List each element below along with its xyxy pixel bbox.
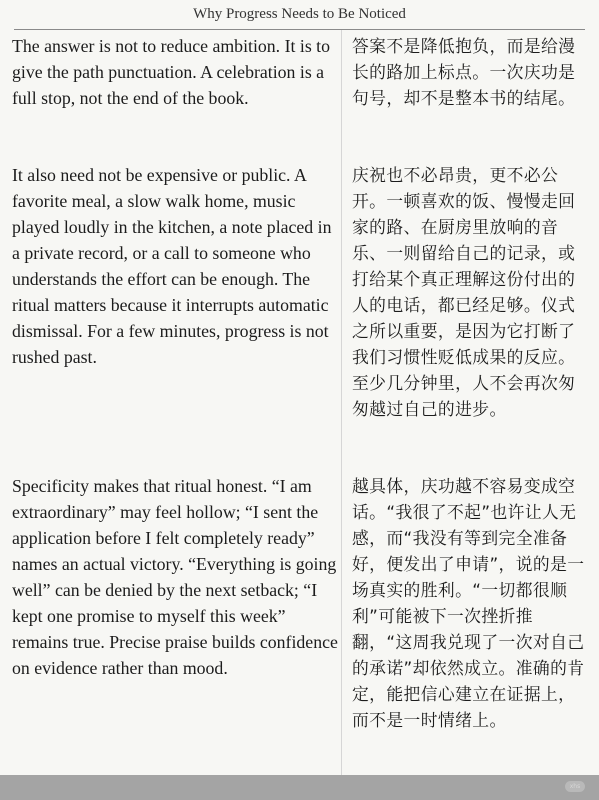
english-paragraph: Specificity makes that ritual honest. “I am extraordinary” may feel hollow; “I sent the application before I felt completely ready” names an actual victory. “Everything is going well” can be denied by the next setback; “I kept one promise to myself this week” remains true. Precise praise builds confidence on evidence rather than mood. [12, 476, 338, 678]
watermark-logo: xhs [565, 781, 585, 792]
title-rule [14, 29, 585, 30]
bottom-bar [0, 775, 599, 800]
english-paragraph: The answer is not to reduce ambition. It is to give the path punctuation. A celebration is a full stop, not the end of the book. [12, 36, 331, 108]
chinese-paragraph: 庆祝也不必昂贵，更不必公开。一顿喜欢的饭、慢慢走回家的路、在厨房里放响的音乐、一则留给自己的记录，或打给某个真正理解这份付出的人的电话，都已经足够。仪式之所以重要，是因为它打断了我们习惯性贬低成果的反应。至少几分钟里，人不会再次匆匆越过自己的进步。 [352, 165, 576, 419]
chinese-paragraph: 越具体，庆功越不容易变成空话。“我很了不起”也许让人无感，而“我没有等到完全准备好，便发出了申请”，说的是一场真实的胜利。“一切都很顺利”可能被下一次挫折推翻，“这周我兑现了一次对自己的承诺”却依然成立。准确的肯定，能把信心建立在证据上，而不是一时情绪上。 [352, 476, 585, 730]
page-title: Why Progress Needs to Be Noticed [193, 6, 406, 22]
english-paragraph: It also need not be expensive or public. A favorite meal, a slow walk home, music played loudly in the kitchen, a note placed in a private record, or a call to someone who understands the effort can be enough. The ritual matters because it interrupts automatic dismissal. For a few minutes, progress is not rushed past. [12, 165, 332, 367]
chinese-paragraph: 答案不是降低抱负，而是给漫长的路加上标点。一次庆功是句号，却不是整本书的结尾。 [352, 36, 576, 108]
column-divider [341, 30, 342, 775]
